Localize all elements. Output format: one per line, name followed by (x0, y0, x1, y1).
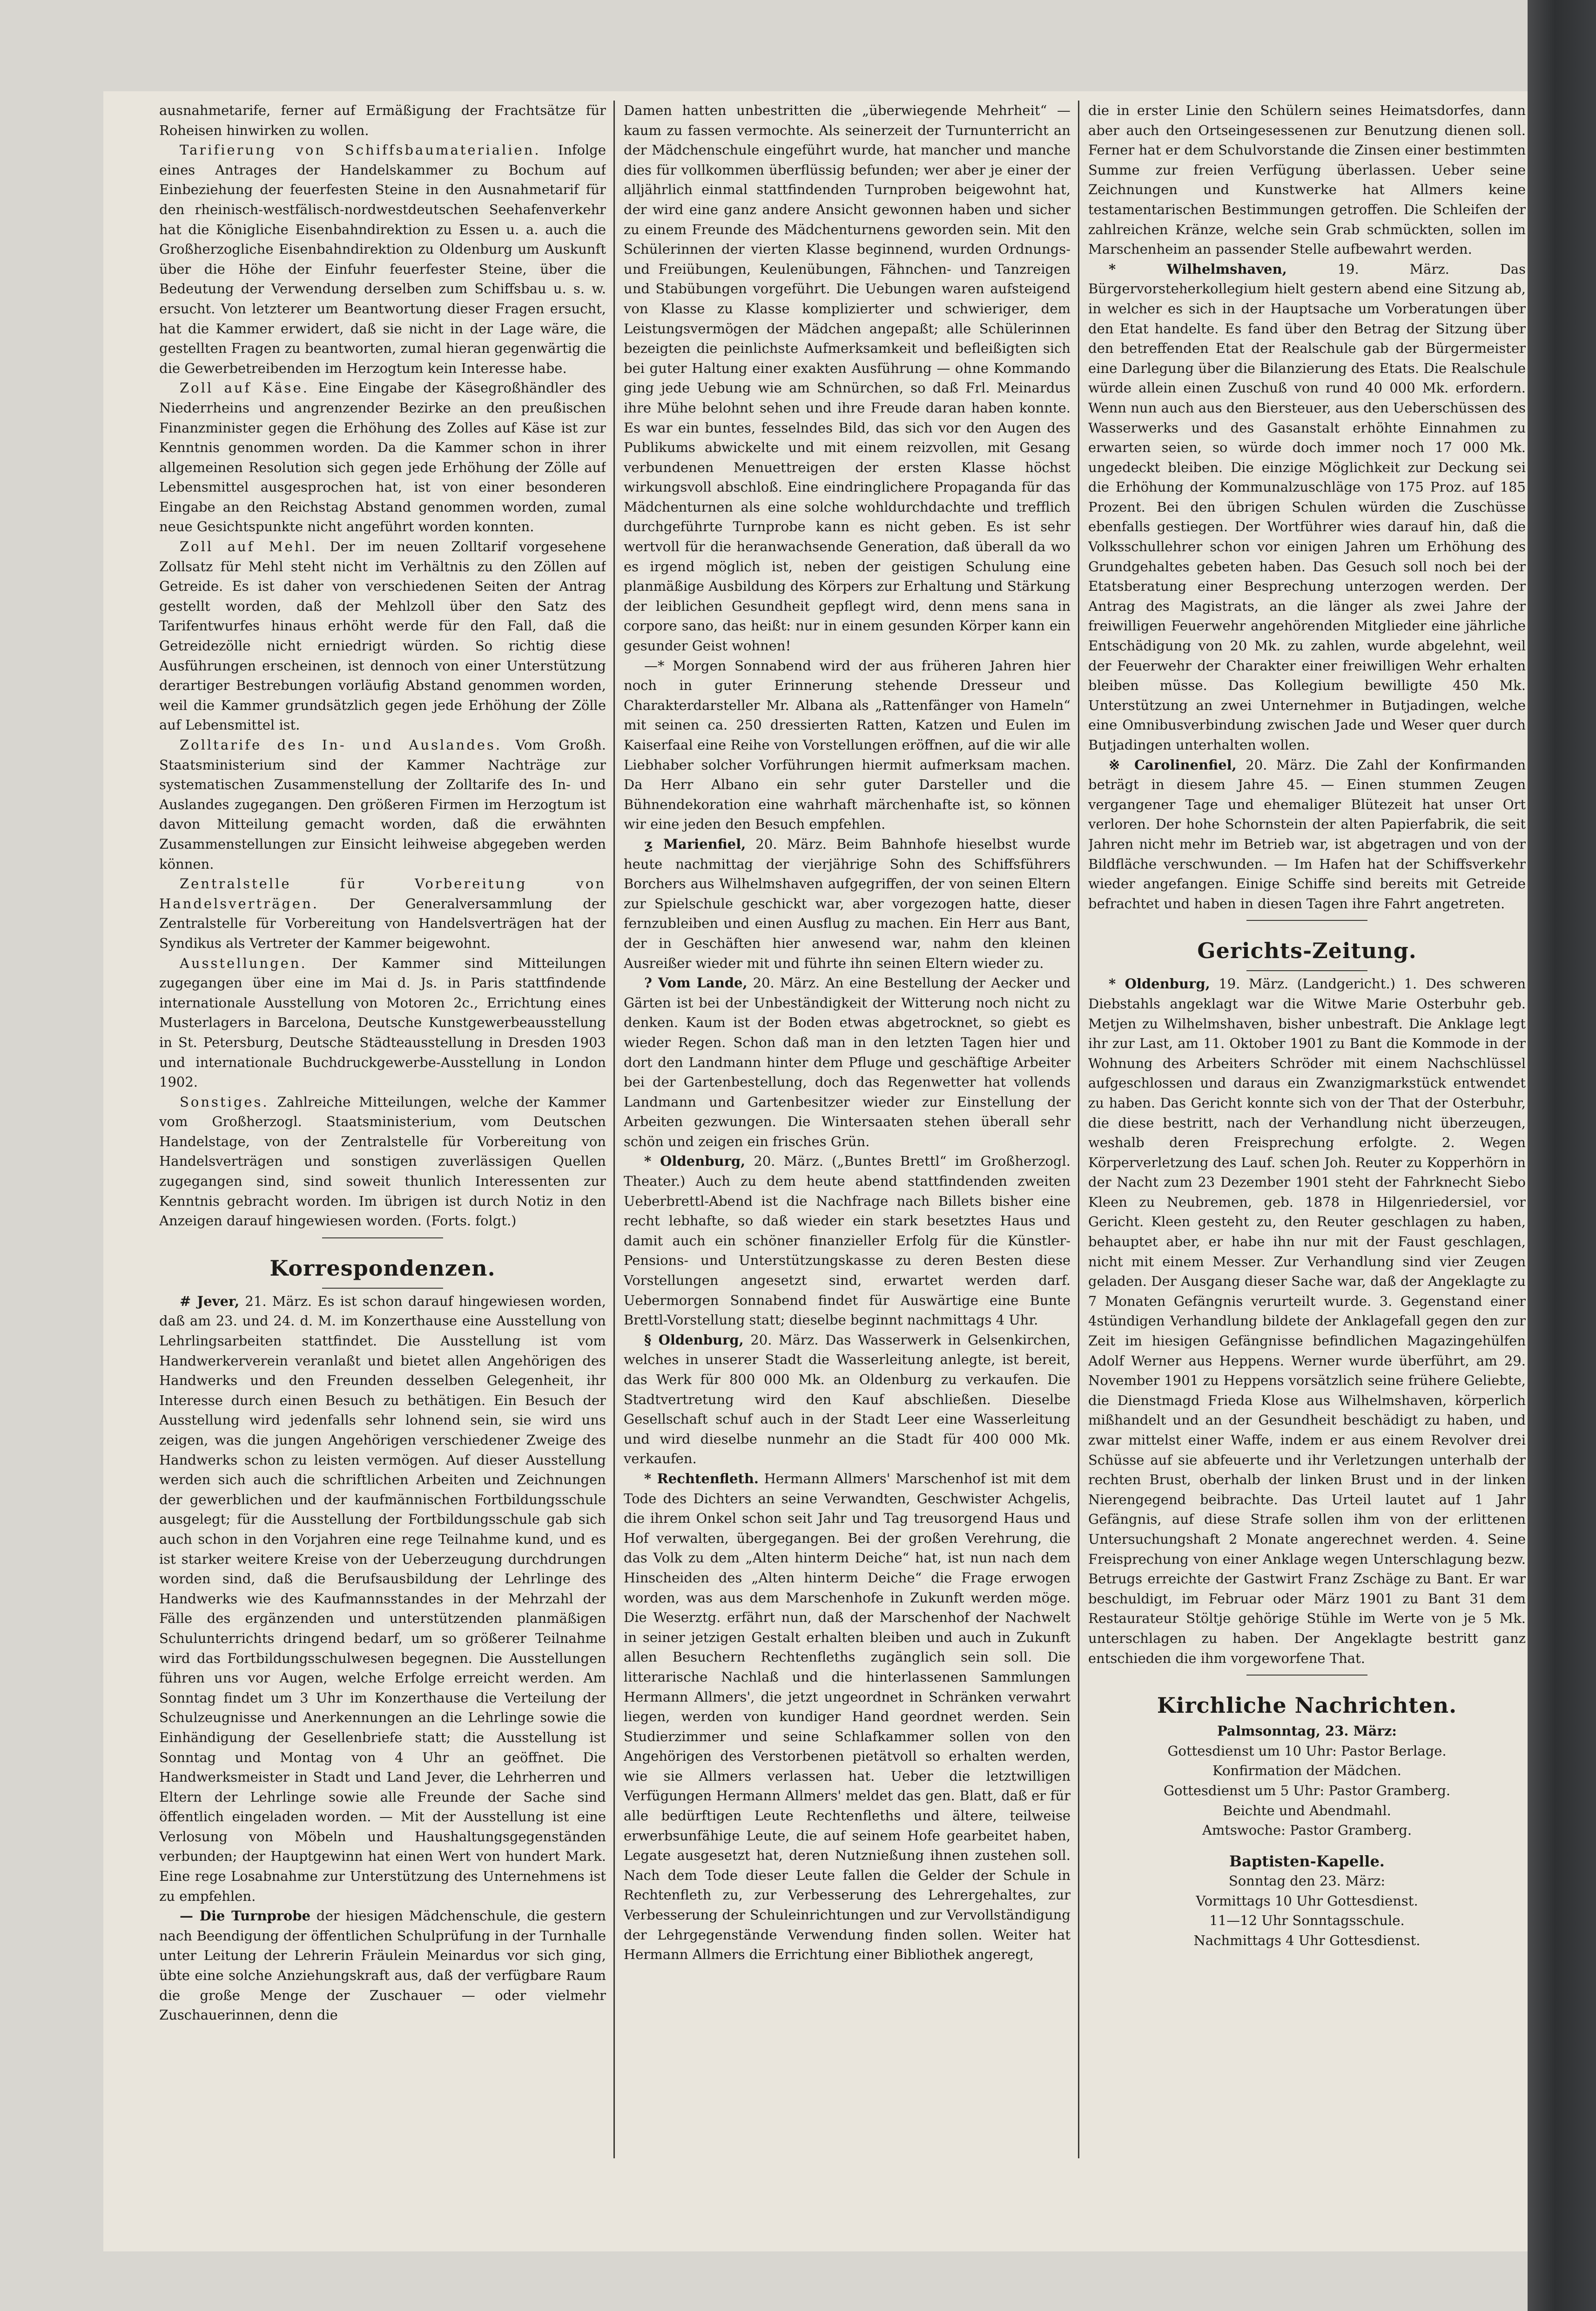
article-text: 21. März. Es ist schon darauf hingewiesen worden, daß am 23. und 24. d. M. im Konzerthause eine Ausstellung von Lehrlingsarbeiten stattfindet. Die Ausstellung ist vom Handwerkerverein veranlaßt und bietet allen Angehörigen des Handwerks und den Freunden desselben Gelegenheit, ihr Interesse durch einen Besuch zu bethätigen. Ein Besuch der Ausstellung wird jedenfalls sehr lohnend sein, sie wird uns zeigen, was die jungen Angehörigen verschiedener Zweige des Handwerks schon zu leisten vermögen. Auf dieser Ausstellung werden sich auch die schriftlichen Arbeiten und Zeichnungen der gewerblichen und der kaufmännischen Fortbildungsschule ausgelegt; für die Ausstellung der Fortbildungsschule gab sich auch schon in den Vorjahren eine rege Teilnahme kund, und es ist starker weitere Kreise von der Ueberzeugung durchdrungen worden sind, daß die Berufsausbildung der Lehrlinge des Handwerks wie des Kaufmannsstandes in der Mehrzahl der Fälle des ergänzenden und unterstützenden planmäßigen Schulunterrichts dringend bedarf, um so größerer Teilnahme wird das Fortbildungsschulwesen begegnen. Die Ausstellungen führen uns vor Augen, welche Erfolge erreicht werden. Am Sonntag findet um 3 Uhr im Konzerthause die Verteilung der Schulzeugnisse und Anerkennungen an die Lehrlinge sowie die Einhändigung der Gesellenbriefe statt; die Ausstellung ist Sonntag und Montag von 4 Uhr an geöffnet. Die Handwerksmeister in Stadt und Land Jever, die Lehrherren und Eltern der Lehrlinge sowie alle Freunde der Sache sind öffentlich eingeladen worden. — Mit der Ausstellung ist eine Verlosung von Möbeln und Haushaltungsgegenständen verbunden; der Hauptgewinn hat einen Wert von hundert Mark. Eine rege Losabnahme zur Unterstützung des Unternehmens ist zu empfehlen. (159, 1293, 606, 1904)
article-paragraph (159, 140, 606, 378)
article-paragraph (624, 1330, 1071, 1469)
article-paragraph (159, 1092, 606, 1231)
article-paragraph (159, 1906, 606, 2025)
dateline: ƺ Marienfiel, (644, 836, 746, 852)
article-paragraph (159, 953, 606, 1092)
article-text: 20. März. Das Wasserwerk in Gelsenkirchen, welches in unserer Stadt die Wasserleitung anlegte, ist bereit, das Werk für 800 000 Mk. an Oldenburg zu verkaufen. Die Stadtvertretung wird den Kauf abschließen. Dieselbe Gesellschaft schuf auch in der Stadt Leer eine Wasserleitung und wird dieselbe nunmehr an die Stadt für 400 000 Mk. verkaufen. (624, 1331, 1071, 1467)
article-text: 20. März. Beim Bahnhofe hieselbst wurde heute nachmittag der vierjährige Sohn des Schiffsführers Borchers aus Wilhelmshaven aufgegriffen, der von seinen Eltern zur Spielschule geschickt war, aber vorgezogen hatte, dieser fernzubleiben und einen Ausflug zu machen. Ein Herr aus Bant, der in Geschäften hier anwesend war, nahm den kleinen Ausreißer wieder mit und führte ihn seinen Eltern wieder zu. (624, 836, 1071, 971)
dateline: ※ Carolinenfiel, (1109, 757, 1237, 773)
article-text: Der im neuen Zolltarif vorgesehene Zollsatz für Mehl steht nicht im Verhältnis zu den Zöllen auf Getreide. Es ist daher von verschiedenen Seiten der Antrag gestellt worden, daß der Mehlzoll über den Satz des Tarifentwurfes hinaus erhöht werde für den Fall, daß die Getreidezölle nicht erniedrigt würden. So richtig diese Ausführungen erscheinen, ist dennoch von einer Unterstützung derartiger Bestrebungen vorläufig Abstand genommen worden, weil die Kammer grundsätzlich gegen jede Erhöhung der Zölle auf Lebensmittel ist. (159, 539, 606, 733)
section-rule (322, 1237, 443, 1238)
column-divider (1078, 101, 1079, 2158)
article-text: 20. März. An eine Bestellung der Aecker und Gärten ist bei der Unbeständigkeit der Witterung noch nicht zu denken. Kaum ist der Boden etwas abgetrocknet, so giebt es wieder Regen. Schon daß man in den letzten Tagen hier und dort den Landmann hinter dem Pfluge und geschäftige Arbeiter bei der Gartenbestellung, doch das Regenwetter hat vollends Landmann und Gartenbesitzer wieder zur Einstellung der Arbeiten gezwungen. Die Wintersaaten stehen überall sehr schön und zeigen ein frisches Grün. (624, 975, 1071, 1149)
church-line: Gottesdienst um 10 Uhr: Pastor Berlage. (1167, 1743, 1447, 1759)
article-paragraph (1088, 259, 1526, 755)
dateline: * Rechtenfleth. (644, 1470, 759, 1487)
church-line: 11—12 Uhr Sonntagsschule. (1209, 1912, 1405, 1929)
dateline: # Jever, (180, 1293, 240, 1309)
article-lead: — Die Turnprobe (180, 1908, 311, 1924)
column-divider (613, 101, 615, 2158)
article-text: Eine Eingabe der Käsegroßhändler des Niederrheins und angrenzender Bezirke an den preußischen Finanzminister gegen die Erhöhung des Zolles auf Käse ist zur Kenntnis genommen worden. Da die Kammer schon in ihrer allgemeinen Resolution sich gegen jede Erhöhung der Zölle auf Lebensmittel ausgesprochen hat, ist von einer besonderen Eingabe an den Reichstag Abstand genommen worden, zumal neue Gesichtspunkte nicht angeführt worden konnten. (159, 380, 606, 535)
article-text: Hermann Allmers' Marschenhof ist mit dem Tode des Dichters an seine Verwandten, Geschwister Achgelis, die ihrem Onkel schon seit Jahr und Tag treusorgend Haus und Hof verwalten, übergegangen. Bei der großen Verehrung, die das Volk zu dem „Alten hinterm Deiche“ hat, ist nun nach dem Hinscheiden des „Alten hinterm Deiche“ die Frage erwogen worden, was aus dem Marschenhofe in Zukunft werden möge. Die Weserztg. erfährt nun, daß der Marschenhof der Nachwelt in seiner jetzigen Gestalt erhalten bleiben und auch in Zukunft allen Besuchern Rechtenfleths zugänglich sein soll. Die litterarische Nachlaß und die hinterlassenen Sammlungen Hermann Allmers', die jetzt ungeordnet in Schränken verwahrt liegen, werden von kundiger Hand geordnet werden. Sein Studierzimmer und seine Schlafkammer sollen von den Angehörigen des Verstorbenen pietätvoll so erhalten werden, wie sie Allmers verlassen hat. Ueber die letztwilligen Verfügungen Hermann Allmers' meldet das gen. Blatt, daß er für alle bedürftigen Leute Rechtenfleths und ältere, teilweise erwerbsunfähige Leute, die auf seinem Hofe gearbeitet haben, Legate ausgesetzt hat, deren Nutznießung ihnen zustehen soll. Nach dem Tode dieser Leute fallen die Gelder der Schule in Rechtenfleth zu, zur Verbesserung des Lehrergehaltes, zur Verbesserung der Schuleinrichtungen und zur Vervollständigung der Lehrgegenstände Verwendung finden sollen. Weiter hat Hermann Allmers die Errichtung einer Bibliothek angeregt, (624, 1470, 1071, 1963)
article-text: Damen hatten unbestritten die „überwiegende Mehrheit“ — kaum zu fassen vermochte. Als seinerzeit der Turnunterricht an der Mädchenschule eingeführt wurde, hat mancher und manche dies für vollkommen überflüssig befunden; wer aber je einer der alljährlich einmal stattfindenden Turnproben beigewohnt hat, der wird eine ganz andere Ansicht gewonnen haben und sicher zu einem Freunde des Mädchenturnens geworden sein. Mit den Schülerinnen der vierten Klasse beginnend, wurden Ordnungs- und Freiübungen, Keulenübungen, Fähnchen- und Tanzreigen und Stabübungen vorgeführt. Die Uebungen waren aufsteigend von Klasse zu Klasse komplizierter und schwieriger, dem Leistungsvermögen der Mädchen angepaßt; alle Schülerinnen bezeigten die peinlichste Aufmerksamkeit und befleißigten sich bei guter Haltung einer exakten Ausführung — ohne Kommando ging jede Uebung wie am Schnürchen, so daß Frl. Meinardus ihre Mühe belohnt sehen und ihre Freude daran haben konnte. Es war ein buntes, fesselndes Bild, das sich vor den Augen des Publikums abwickelte und mit einem reizvollen, mit Gesang verbundenen Menuettreigen der ersten Klasse höchst wirkungsvoll abschloß. Eine eindringlichere Propaganda für das Mädchenturnen als eine solche wohldurchdachte und trefflich durchgeführte Turnprobe kann es nicht geben. Es ist sehr wertvoll für die heranwachsende Generation, daß überall da wo es irgend möglich ist, neben der geistigen Schulung eine planmäßige Ausbildung des Körpers zur Erhaltung und Stärkung der leiblichen Gesundheit gepflegt wird, denn mens sana in corpore sano, das heißt: nur in einem gesunden Körper kann ein gesunder Geist wohnen! (624, 102, 1071, 654)
article-text: Zahlreiche Mitteilungen, welche der Kammer vom Großherzogl. Staatsministerium, vom Deutschen Handelstage, von der Zentralstelle für Vorbereitung von Handelsverträgen und sonstigen zuverlässigen Quellen zugegangen sind, sind soweit thunlich Interessenten zur Kenntnis gebracht worden. Im übrigen ist durch Notiz in den Anzeigen darauf hingewiesen worden. (Forts. folgt.) (159, 1094, 606, 1229)
article-lead: Zolltarife des In- und Auslandes. (180, 737, 502, 753)
article-text: Vom Großh. Staatsministerium sind der Kammer Nachträge zur systematischen Zusammenstellung der Zolltarife des In- und Auslandes zugegangen. Den größeren Firmen im Herzogtum ist davon Mitteilung gemacht worden, daß die erwähnten Zusammenstellungen zur Einsicht leihweise abgegeben werden können. (159, 737, 606, 872)
article-lead: Zoll auf Käse. (180, 380, 309, 396)
article-paragraph (1088, 755, 1526, 914)
article-paragraph (1088, 974, 1526, 1668)
article-text: Der Generalversammlung der Zentralstelle für Vorbereitung von Handelsverträgen hat der Syndikus als Vertreter der Kammer beigewohnt. (159, 895, 606, 951)
article-lead: Ausstellungen. (180, 955, 307, 971)
article-paragraph (159, 378, 606, 537)
article-paragraph (624, 1469, 1071, 1965)
section-heading: Kirchliche Nachrichten. (1157, 1693, 1457, 1718)
article-text: der hiesigen Mädchenschule, die gestern nach Beendigung der öffentlichen Schulprüfung in der Turnhalle unter Leitung der Lehrerin Fräulein Meinardus vor sich ging, übte eine solche Anziehungskraft aus, daß der verfügbare Raum die große Menge der Zuschauer — oder vielmehr Zuschauerinnen, denn die (159, 1908, 606, 2023)
article-lead: Zoll auf Mehl. (180, 539, 317, 555)
dateline: * Oldenburg, (1109, 976, 1210, 992)
church-line: Palmsonntag, 23. März: (1217, 1723, 1397, 1739)
dateline: * Wilhelmshaven, (1109, 261, 1287, 277)
article-paragraph (624, 1151, 1071, 1330)
column-right (1088, 101, 1526, 2186)
church-line: Beichte und Abendmahl. (1223, 1802, 1391, 1818)
column-middle (624, 101, 1071, 2186)
article-lead: Tarifierung von Schiffsbaumaterialien. (180, 142, 541, 158)
column-left (159, 101, 606, 2186)
book-binding-edge (1528, 0, 1596, 2311)
article-paragraph (624, 834, 1071, 973)
dateline: § Oldenburg, (644, 1331, 744, 1348)
article-paragraph (159, 735, 606, 874)
article-text: —* Morgen Sonnabend wird der aus früheren Jahren hier noch in guter Erinnerung stehende Dresseur und Charakterdarsteller Mr. Albana als „Rattenfänger von Hameln“ mit seinen ca. 250 dressierten Ratten, Katzen und Eulen im Kaiserfaal eine Reihe von Vorstellungen eröffnen, auf die wir alle Liebhaber solcher Vorführungen hiermit aufmerksam machen. Da Herr Albano ein sehr guter Darsteller und die Bühnendekoration eine wahrhaft märchenhafte ist, so können wir eine jeden den Besuch empfehlen. (624, 657, 1071, 832)
article-text: 19. März. Das Bürgervorsteherkollegium hielt gestern abend eine Sitzung ab, in welcher es sich in der Hauptsache um Vorberatungen über den Etat handelte. Es fand über den Betrag der Sitzung über den betreffenden Etat der Realschule gab der Bürgermeister eine Darlegung über die Bilanzierung des Etats. Die Realschule würde allein einen Zuschuß von rund 40 000 Mk. erfordern. Wenn nun auch aus den Biersteuer, aus den Ueberschüssen des Wasserwerks und des Gasanstalt erhöhte Einnahmen zu erwarten seien, so würde doch immer noch 17 000 Mk. ungedeckt bleiben. Die einzige Möglichkeit zur Deckung sei die Erhöhung der Kommunalzuschläge von 175 Proz. auf 185 Prozent. Bei den übrigen Schulen würden die Zuschüsse ebenfalls gestiegen. Der Wortführer wies darauf hin, daß die Volksschullehrer schon vor einigen Jahren um Erhöhung des Grundgehaltes gebeten haben. Das Gesuch soll noch bei der Etatsberatung einer Besprechung unterzogen werden. Der Antrag des Magistrats, an die länger als zwei Jahre der freiwilligen Feuerwehr angehörenden Mitglieder eine jährliche Entschädigung von 20 Mk. zu zahlen, wurde abgelehnt, weil der Feuerwehr der Charakter einer freiwilligen Wehr erhalten bleiben müsse. Das Kollegium bewilligte 450 Mk. Unterstützung an zwei Unternehmer in Butjadingen, welche eine Omnibusverbindung zwischen Jade und Weser quer durch Butjadingen unterhalten wollen. (1088, 261, 1526, 753)
article-text: Der Kammer sind Mitteilungen zugegangen über eine im Mai d. Js. in Paris stattfindende internationale Ausstellung von Motoren 2c., Errichtung eines Musterlagers in Barcelona, Deutsche Kunstgewerbeausstellung in St. Petersburg, Deutsche Städteausstellung in Dresden 1903 und internationale Buchdruckgewerbe-Ausstellung in London 1902. (159, 955, 606, 1090)
church-line: Konfirmation der Mädchen. (1212, 1763, 1401, 1779)
article-text: Infolge eines Antrages der Handelskammer zu Bochum auf Einbeziehung der feuerfesten Steine in den Ausnahmetarif für den rheinisch-westfälisch-nordwestdeutschen Seehafenverkehr hat die Königliche Eisenbahndirektion zu Essen u. a. auch die Großherzogliche Eisenbahndirektion zu Oldenburg um Auskunft über die Höhe der Einfuhr feuerfester Steine, über die Bedeutung der Verwendung derselben zum Schiffsbau u. s. w. ersucht. Von letzterer um Beantwortung dieser Fragen ersucht, hat die Kammer erwidert, daß sie nicht in der Lage wäre, die gestellten Fragen zu beantworten, zumal hieran gegenwärtig die die Gewerbetreibenden im Herzogtum kein Interesse habe. (159, 142, 606, 376)
article-text: die in erster Linie den Schülern seines Heimatsdorfes, dann aber auch den Ortseingesessenen zur Benutzung dienen soll. Ferner hat er dem Schulvorstande die Zinsen einer bestimmten Summe zur freien Verfügung überlassen. Ueber seine Zeichnungen und Kunstwerke hat Allmers keine testamentarischen Bestimmungen getroffen. Die Schleifen der zahlreichen Kränze, welche sein Grab schmückten, sollen im Marschenheim an passender Stelle aufbewahrt werden. (1088, 102, 1526, 257)
church-line: Gottesdienst um 5 Uhr: Pastor Gramberg. (1163, 1782, 1451, 1798)
article-paragraph (159, 1291, 606, 1906)
article-lead: Sonstiges. (180, 1094, 269, 1110)
church-line: Amtswoche: Pastor Gramberg. (1202, 1822, 1412, 1838)
section-heading: Gerichts-Zeitung. (1197, 938, 1417, 964)
church-line: Sonntag den 23. März: (1228, 1873, 1386, 1889)
section-heading: Korrespondenzen. (269, 1255, 496, 1281)
church-line: Nachmittags 4 Uhr Gottesdienst. (1193, 1933, 1421, 1949)
church-line: Vormittags 10 Uhr Gottesdienst. (1196, 1892, 1418, 1909)
dateline: * Oldenburg, (644, 1153, 746, 1169)
section-rule (1246, 920, 1367, 921)
newspaper-page (103, 91, 1528, 2251)
sub-heading: Baptisten-Kapelle. (1229, 1852, 1385, 1870)
article-paragraph (159, 874, 606, 953)
section-rule (1246, 1675, 1367, 1676)
article-text: 20. März. Die Zahl der Konfirmanden beträgt in diesem Jahre 45. — Einen stummen Zeugen vergangener Tage und ehemaliger Blütezeit hat unser Ort verloren. Der hohe Schornstein der alten Papierfabrik, die seit Jahren nicht mehr im Betrieb war, ist abgetragen und von der Bildfläche verschwunden. — Im Hafen hat der Schiffsverkehr wieder angefangen. Einige Schiffe sind bereits mit Getreide befrachtet und haben in diesen Tagen ihre Fahrt angetreten. (1088, 757, 1526, 912)
article-paragraph (624, 973, 1071, 1151)
article-text: ausnahmetarife, ferner auf Ermäßigung der Frachtsätze für Roheisen hinwirken zu wollen. (159, 102, 606, 138)
article-lead: Zentralstelle für Vorbereitung von Handelsverträgen. (159, 876, 606, 912)
article-text: 19. März. (Landgericht.) 1. Des schweren Diebstahls angeklagt war die Witwe Marie Osterbuhr geb. Metjen zu Wilhelmshaven, bisher unbestraft. Die Anklage legt ihr zur Last, am 11. Oktober 1901 zu Bant die Kommode in der Wohnung des Arbeiters Schröder mit einem Nachschlüssel aufgeschlossen und daraus ein Zwanzigmarkstück entwendet zu haben. Das Gericht konnte sich von der That der Osterbuhr, die diese bestritt, nach der Verhandlung nicht überzeugen, weshalb deren Freisprechung erfolgte. 2. Wegen Körperverletzung des Lauf. schen Joh. Reuter zu Kopperhörn in der Nacht zum 23 Dezember 1901 steht der Fahrknecht Siebo Kleen zu Neubremen, geb. 1878 in Hilgenriedersiel, vor Gericht. Kleen gesteht zu, den Reuter geschlagen zu haben, behauptet aber, er habe ihn nur mit der Faust geschlagen, nicht mit einem Messer. Zur Verhandlung sind vier Zeugen geladen. Der Ausgang dieser Sache war, daß der Angeklagte zu 7 Monaten Gefängnis verurteilt wurde. 3. Gegenstand einer 4stündigen Verhandlung bildete der Anklagefall gegen den zur Zeit im hiesigen Gefängnisse befindlichen Magazingehülfen Adolf Werner aus Heppens. Werner wurde überführt, am 29. November 1901 zu Heppens vorsätzlich seine frühere Geliebte, die Dienstmagd Frieda Klose aus Wilhelmshaven, körperlich mißhandelt und an der Gesundheit beschädigt zu haben, und zwar mittelst einer Waffe, indem er aus einem Revolver drei Schüsse auf sie abfeuerte und ihr Verletzungen unterhalb der rechten Brust, oberhalb der linken Brust und in der linken Nierengegend beibrachte. Das Urteil lautet auf 1 Jahr Gefängnis, auf diese Strafe sollen ihm von der erlittenen Untersuchungshaft 2 Monate angerechnet werden. 4. Seine Freisprechung von einer Anklage wegen Unterschlagung bezw. Betrugs erreichte der Gastwirt Franz Zschäge zu Bant. Er war beschuldigt, im Februar oder März 1901 zu Bant 31 dem Restaurateur Stöltje gehörige Stühle im Werte von je 5 Mk. unterschlagen zu haben. Der Angeklagte bestritt ganz entschieden die ihm vorgeworfene That. (1088, 976, 1526, 1666)
dateline: ? Vom Lande, (644, 975, 747, 991)
section-rule (1246, 970, 1367, 971)
section-rule (322, 1288, 443, 1289)
article-text: 20. März. („Buntes Brettl“ im Großherzogl. Theater.) Auch zu dem heute abend stattfindenden zweiten Ueberbrettl-Abend ist die Nachfrage nach Billets bisher eine recht lebhafte, so daß wieder ein stark besetztes Haus und damit auch ein schöner finanzieller Erfolg für die Künstler-Pensions- und Unterstützungskasse zu deren Besten diese Vorstellungen angesetzt sind, erwartet werden darf. Uebermorgen Sonnabend findet für Auswärtige eine Bunte Brettl-Vorstellung statt; dieselbe beginnt nachmittags 4 Uhr. (624, 1153, 1071, 1328)
article-paragraph (159, 537, 606, 735)
